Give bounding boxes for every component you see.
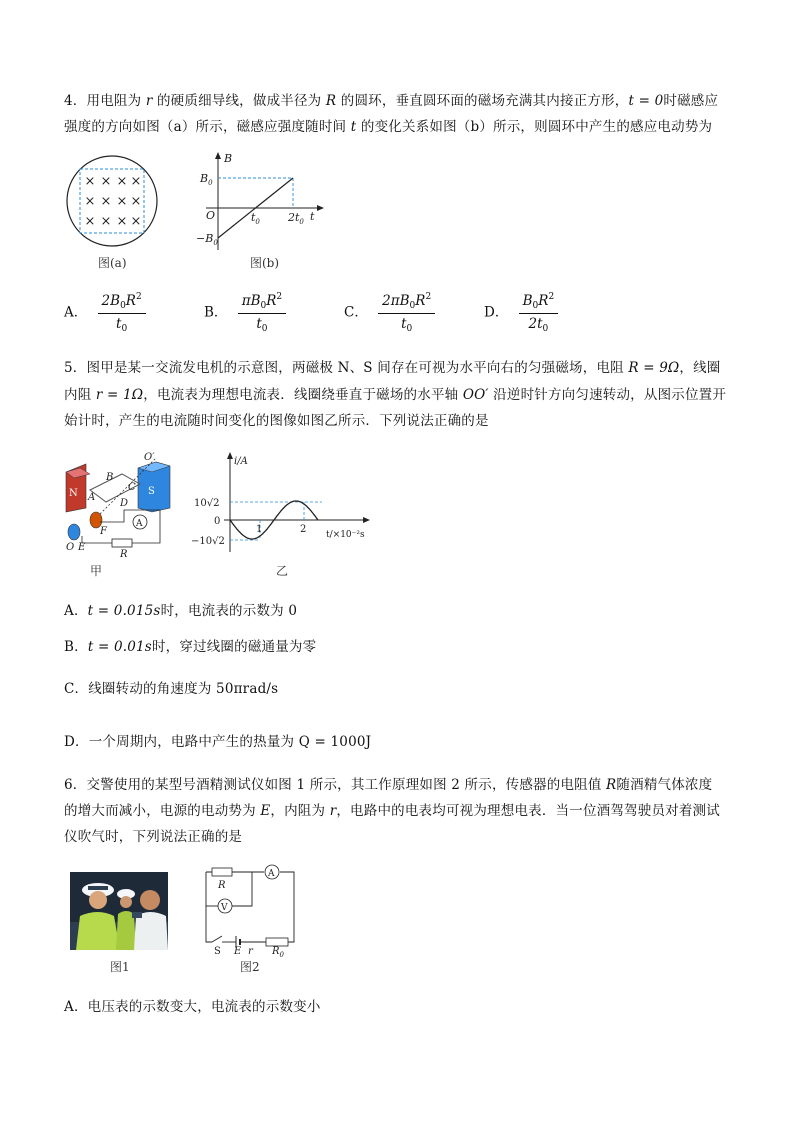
svg-text:×: ×	[116, 194, 128, 209]
svg-text:S: S	[214, 946, 221, 957]
svg-text:−B0: $-B_0$	[196, 232, 218, 247]
svg-text:×: ×	[84, 174, 96, 189]
svg-text:R: R	[120, 549, 128, 560]
svg-text:D: D	[120, 498, 129, 509]
q5-current-graph	[192, 450, 372, 558]
svg-text:F: F	[100, 526, 107, 537]
svg-text:2t0: $2t_0$	[288, 211, 304, 226]
svg-text:O′: O′	[144, 452, 155, 463]
svg-text:−10√2: −10√2	[191, 536, 225, 547]
svg-text:×: ×	[130, 194, 142, 209]
q6-stem-line1: 6．交警使用的某型号酒精测试仪如图 1 所示，其工作原理如图 2 所示，传感器的电阻值 R随酒精气体浓度	[64, 777, 713, 793]
q6-fig2-caption: 图2	[240, 960, 260, 974]
svg-text:2: 2	[300, 524, 307, 535]
q5-generator-figure	[60, 450, 180, 558]
svg-text:R0: $R_0$	[272, 946, 284, 959]
q5-stem-line1: 5．图甲是某一交流发电机的示意图，两磁极 N、S 间存在可视为水平向右的匀强磁场，电阻 R = 9Ω，线圈	[64, 360, 721, 376]
svg-text:×: ×	[84, 214, 96, 229]
q4-option-a[interactable]: A． $\frac{2B_0R^2}{t_0}$	[64, 292, 146, 334]
svg-text:B0: $B_0$	[200, 172, 213, 187]
q4-fig-b-caption: 图(b)	[250, 256, 280, 270]
svg-text:t/×10⁻²s: t/×10⁻²s	[326, 530, 365, 540]
q4-stem-line2: 强度的方向如图（a）所示，磁感应强度随时间 t 的变化关系如图（b）所示，则圆环中产生的感应电动势为	[64, 119, 713, 135]
q6-fig1-caption: 图1	[110, 960, 130, 974]
q5-stem-line3: 始计时，产生的电流随时间变化的图像如图乙所示．下列说法正确的是	[64, 413, 489, 429]
svg-text:A: A	[88, 492, 96, 503]
svg-text:O: O	[206, 209, 216, 222]
svg-text:r: r	[248, 946, 253, 957]
q4-option-d[interactable]: D． $\frac{B_0R^2}{2t_0}$	[484, 292, 558, 334]
q6-photo-figure	[70, 872, 168, 950]
svg-text:×: ×	[130, 214, 142, 229]
svg-text:×: ×	[116, 214, 128, 229]
q5-stem-line2: 内阻 r = 1Ω，电流表为理想电流表．线圈绕垂直于磁场的水平轴 OO′ 沿逆时针方向匀速转动，从图示位置开	[64, 387, 727, 403]
svg-text:V: V	[221, 903, 228, 913]
q5-option-b[interactable]: B．t = 0.01s时，穿过线圈的磁通量为零	[64, 639, 317, 655]
svg-text:1: 1	[256, 524, 263, 535]
svg-text:R: R	[218, 880, 226, 891]
svg-text:t: t	[310, 210, 315, 223]
q6-stem-line2: 的增大而减小，电源的电动势为 E，内阻为 r，电路中的电表均可视为理想电表．当一位酒驾驾驶员对着测试	[64, 803, 720, 819]
q4-stem-line1: 4．用电阻为 r 的硬质细导线，做成半径为 R 的圆环，垂直圆环面的磁场充满其内接正方形，t = 0时磁感应	[64, 93, 719, 109]
q6-circuit-figure	[192, 862, 302, 959]
q4-figure-b	[196, 150, 326, 255]
q5-option-c[interactable]: C．线圈转动的角速度为 50πrad/s	[64, 681, 279, 697]
svg-text:×: ×	[116, 174, 128, 189]
q6-stem-line3: 仪吹气时，下列说法正确的是	[64, 829, 243, 845]
svg-text:N: N	[69, 488, 78, 499]
svg-text:O: O	[66, 542, 75, 553]
q4-option-c[interactable]: C． $\frac{2\pi B_0R^2}{t_0}$	[344, 292, 435, 334]
svg-text:×: ×	[100, 214, 112, 229]
svg-text:×: ×	[100, 174, 112, 189]
q5-fig-jia-caption: 甲	[90, 564, 103, 578]
svg-text:C: C	[128, 482, 136, 493]
svg-text:B: B	[224, 152, 233, 165]
svg-text:10√2: 10√2	[194, 498, 220, 509]
svg-text:×: ×	[130, 174, 142, 189]
svg-text:E: E	[78, 542, 86, 553]
svg-text:t0: $t_0$	[251, 211, 260, 226]
q6-option-a[interactable]: A．电压表的示数变大，电流表的示数变小	[64, 999, 321, 1015]
svg-text:0: 0	[214, 516, 221, 527]
svg-text:×: ×	[100, 194, 112, 209]
q4-fig-a-caption: 图(a)	[98, 256, 127, 270]
svg-text:B: B	[106, 472, 114, 483]
svg-text:S: S	[148, 486, 155, 497]
svg-text:i/A: i/A	[234, 456, 248, 467]
svg-text:A: A	[268, 869, 275, 879]
q5-fig-yi-caption: 乙	[276, 564, 289, 578]
svg-text:×: ×	[84, 194, 96, 209]
svg-text:A: A	[136, 519, 143, 529]
q4-option-b[interactable]: B． $\frac{\pi B_0R^2}{t_0}$	[204, 292, 286, 334]
svg-text:E: E	[234, 946, 242, 957]
q5-option-d[interactable]: D．一个周期内，电路中产生的热量为 Q = 1000J	[64, 734, 372, 750]
q4-figure-a	[64, 153, 164, 253]
q5-option-a[interactable]: A．t = 0.015s时，电流表的示数为 0	[64, 603, 298, 619]
